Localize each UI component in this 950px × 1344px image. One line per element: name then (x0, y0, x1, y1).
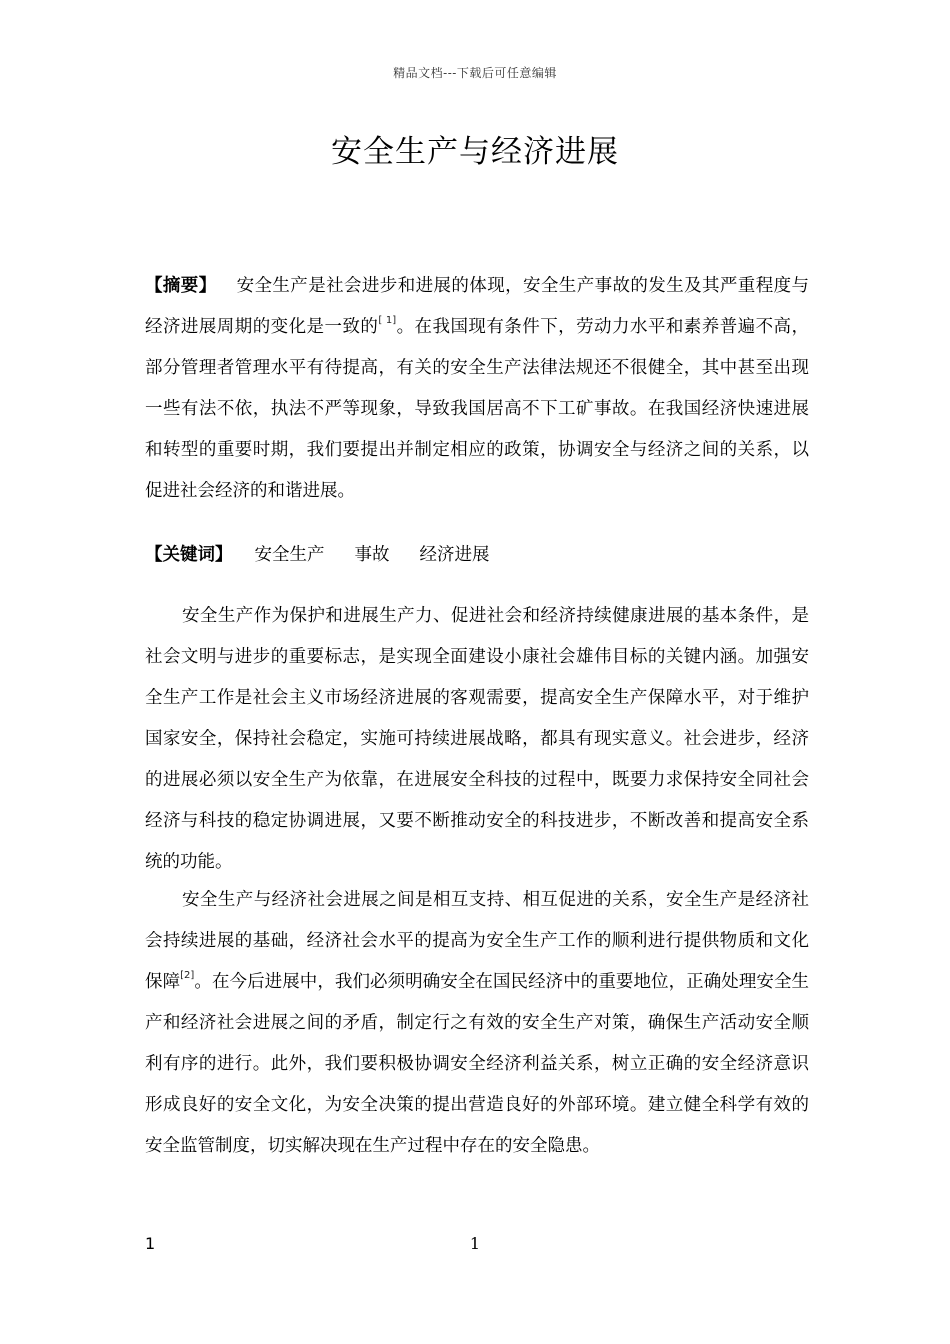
keyword-item: 经济进展 (419, 545, 490, 565)
abstract-label: 【摘要】 (145, 276, 217, 296)
abstract-text-b: 。在我国现有条件下，劳动力水平和素养普遍不高，部分管理者管理水平有待提高，有关的安全生产法律法规还不很健全，其中甚至出现一些有法不依，执法不严等现象，导致我国居高不下工矿事故。在我国经济快速进展和转型的重要时期，我们要提出并制定相应的政策，协调安全与经济之间的关系，以促进社会经济的和谐进展。 (145, 317, 810, 501)
abstract-section (145, 266, 809, 512)
keywords-label: 【关键词】 (145, 545, 233, 565)
footer-left-page-number: 1 (145, 1234, 156, 1253)
document-title: 安全生产与经济进展 (331, 134, 619, 170)
keyword-item: 安全生产 (254, 545, 325, 565)
paragraph2-text-a: 安全生产与经济社会进展之间是相互支持、相互促进的关系，安全生产是经济社会持续进展的基础，经济社会水平的提高为安全生产工作的顺利进行提供物质和文化保障 (145, 890, 809, 992)
keyword-item: 事故 (354, 545, 390, 565)
paragraph2-text-b: 。在今后进展中，我们必须明确安全在国民经济中的重要地位，正确处理安全生产和经济社会进展之间的矛盾，制定行之有效的安全生产对策，确保生产活动安全顺利有序的进行。此外，我们要积极协调安全经济利益关系，树立正确的安全经济意识形成良好的安全文化，为安全决策的提出营造良好的外部环境。建立健全科学有效的安全监管制度，切实解决现在生产过程中存在的安全隐患。 (145, 972, 810, 1156)
footer-page-number: 1 (469, 1234, 481, 1253)
keywords-section (145, 535, 809, 576)
header-note: 精品文档---下载后可任意编辑 (393, 66, 557, 80)
paragraph2-reference: [2] (180, 970, 195, 981)
abstract-text-a: 安全生产是社会进步和进展的体现，安全生产事故的发生及其严重程度与经济进展周期的变化是一致的 (145, 276, 810, 337)
body-paragraph-2 (145, 880, 809, 1167)
body-paragraph-1: 安全生产作为保护和进展生产力、促进社会和经济持续健康进展的基本条件，是社会文明与进步的重要标志，是实现全面建设小康社会雄伟目标的关键内涵。加强安全生产工作是社会主义市场经济进展的客观需要，提高安全生产保障水平，对于维护国家安全，保持社会稳定，实施可持续进展战略，都具有现实意义。社会进步，经济的进展必须以安全生产为依靠，在进展安全科技的过程中，既要力求保持安全同社会经济与科技的稳定协调进展，又要不断推动安全的科技进步，不断改善和提高安全系统的功能。 (145, 606, 809, 872)
abstract-reference: [ 1] (378, 315, 397, 326)
